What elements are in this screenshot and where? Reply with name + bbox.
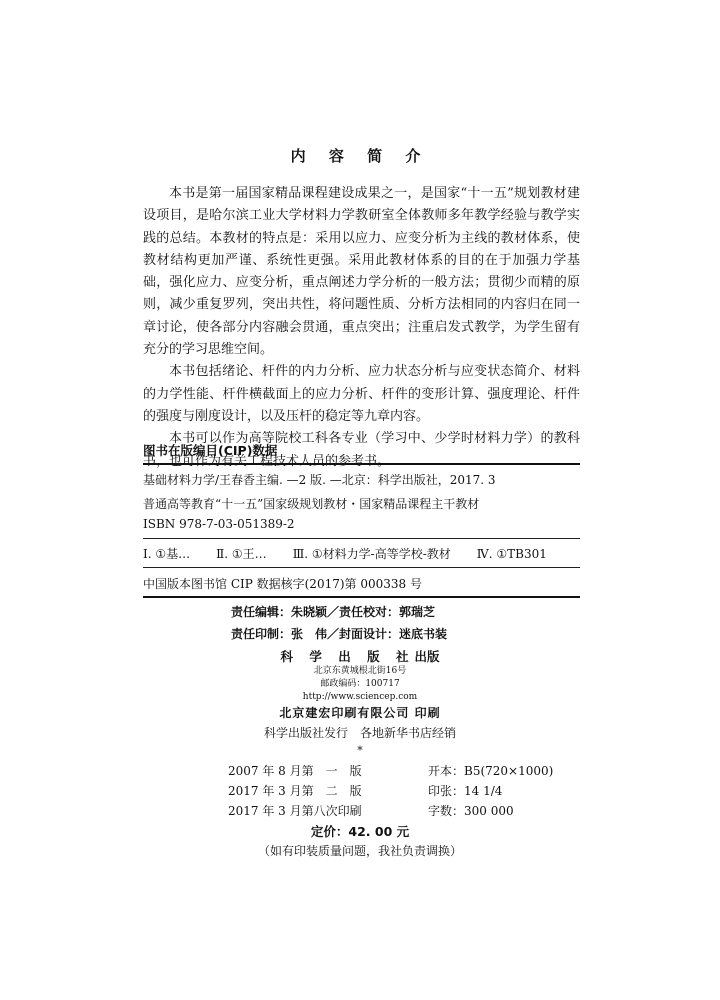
cip-bib-line: 基础材料力学/王春香主编. —2 版. —北京：科学出版社，2017. 3 bbox=[143, 473, 496, 487]
quality-note: （如有印装质量问题，我社负责调换） bbox=[257, 844, 462, 858]
price: 定价：42. 00 元 bbox=[310, 824, 410, 839]
edition-row bbox=[228, 802, 514, 819]
edition-date: 2017 年 3 月第 二 版 bbox=[228, 784, 362, 798]
intro-body bbox=[143, 183, 580, 473]
classification-item: Ⅲ. ①材料力学-高等学校-教材 bbox=[292, 547, 451, 561]
publisher-website: http://www.sciencep.com bbox=[302, 692, 418, 702]
intro-paragraph: 本书包括绪论、杆件的内力分析、应力状态分析与应变状态简介、材料的力学性能、杆件横截面上的应力分析、杆件的变形计算、强度理论、杆件的强度与刚度设计，以及压杆的稳定等九章内容。 bbox=[143, 364, 580, 424]
publisher-name: 科 学 出 版 社 bbox=[280, 649, 415, 664]
classification-item: Ⅳ. ①TB301 bbox=[476, 547, 547, 561]
intro-paragraph: 本书可以作为高等院校工科各专业（学习中、少学时材料力学）的教科书，也可作为有关工程技术人员的参考书。 bbox=[143, 431, 580, 469]
classification-item: Ⅰ. ①基… bbox=[143, 547, 191, 561]
editors-credit: 责任编辑：朱晓颖／责任校对：郭瑞芝 bbox=[231, 605, 436, 619]
cip-isbn: ISBN 978-7-03-051389-2 bbox=[143, 517, 295, 531]
distribution-line: 科学出版社发行 各地新华书店经销 bbox=[263, 726, 456, 740]
cip-divider bbox=[143, 567, 580, 568]
intro-title: 内 容 简 介 bbox=[290, 147, 430, 165]
edition-spec: 印张：14 1/4 bbox=[428, 784, 503, 798]
cip-verification: 中国版本图书馆 CIP 数据核字(2017)第 000338 号 bbox=[143, 577, 422, 591]
publisher-line bbox=[0, 646, 720, 665]
edition-date: 2017 年 3 月第八次印刷 bbox=[228, 804, 362, 818]
edition-row bbox=[228, 762, 553, 779]
cip-classifications bbox=[143, 545, 547, 562]
separator-star: * bbox=[357, 744, 363, 757]
cip-top-rule bbox=[143, 463, 580, 465]
publisher-suffix: 出版 bbox=[414, 649, 440, 664]
edition-row bbox=[228, 782, 502, 799]
cip-heading: 图书在版编目(CIP)数据 bbox=[143, 443, 278, 458]
classification-item: Ⅱ. ①王… bbox=[216, 547, 267, 561]
edition-spec: 开本：B5(720×1000) bbox=[428, 764, 554, 778]
edition-date: 2007 年 8 月第 一 版 bbox=[228, 764, 362, 778]
cip-divider bbox=[143, 538, 580, 539]
publisher-postcode: 邮政编码：100717 bbox=[320, 679, 400, 689]
printer-line: 北京建宏印刷有限公司 印刷 bbox=[279, 706, 441, 720]
publisher-address: 北京东黄城根北街16号 bbox=[313, 666, 407, 676]
cip-series-line: 普通高等教育“十一五”国家级规划教材・国家精品课程主干教材 bbox=[143, 497, 480, 511]
printing-credit: 责任印制：张 伟／封面设计：迷底书装 bbox=[231, 627, 448, 641]
cip-bottom-rule bbox=[143, 596, 580, 598]
edition-spec: 字数：300 000 bbox=[428, 804, 514, 818]
intro-paragraph: 本书是第一届国家精品课程建设成果之一，是国家“十一五”规划教材建设项目，是哈尔滨工业大学材料力学教研室全体教师多年教学经验与教学实践的总结。本教材的特点是：采用以应力、应变分析为主线的教材体系，使教材结构更加严谨、系统性更强。采用此教材体系的目的在于加强力学基础，强化应力、应变分析，重点阐述力学分析的一般方法；贯彻少而精的原则，减少重复罗列，突出共性，将问题性质、分析方法相同的内容归在同一章讨论，使各部分内容融会贯通，重点突出；注重启发式教学，为学生留有充分的学习思维空间。 bbox=[143, 186, 580, 358]
